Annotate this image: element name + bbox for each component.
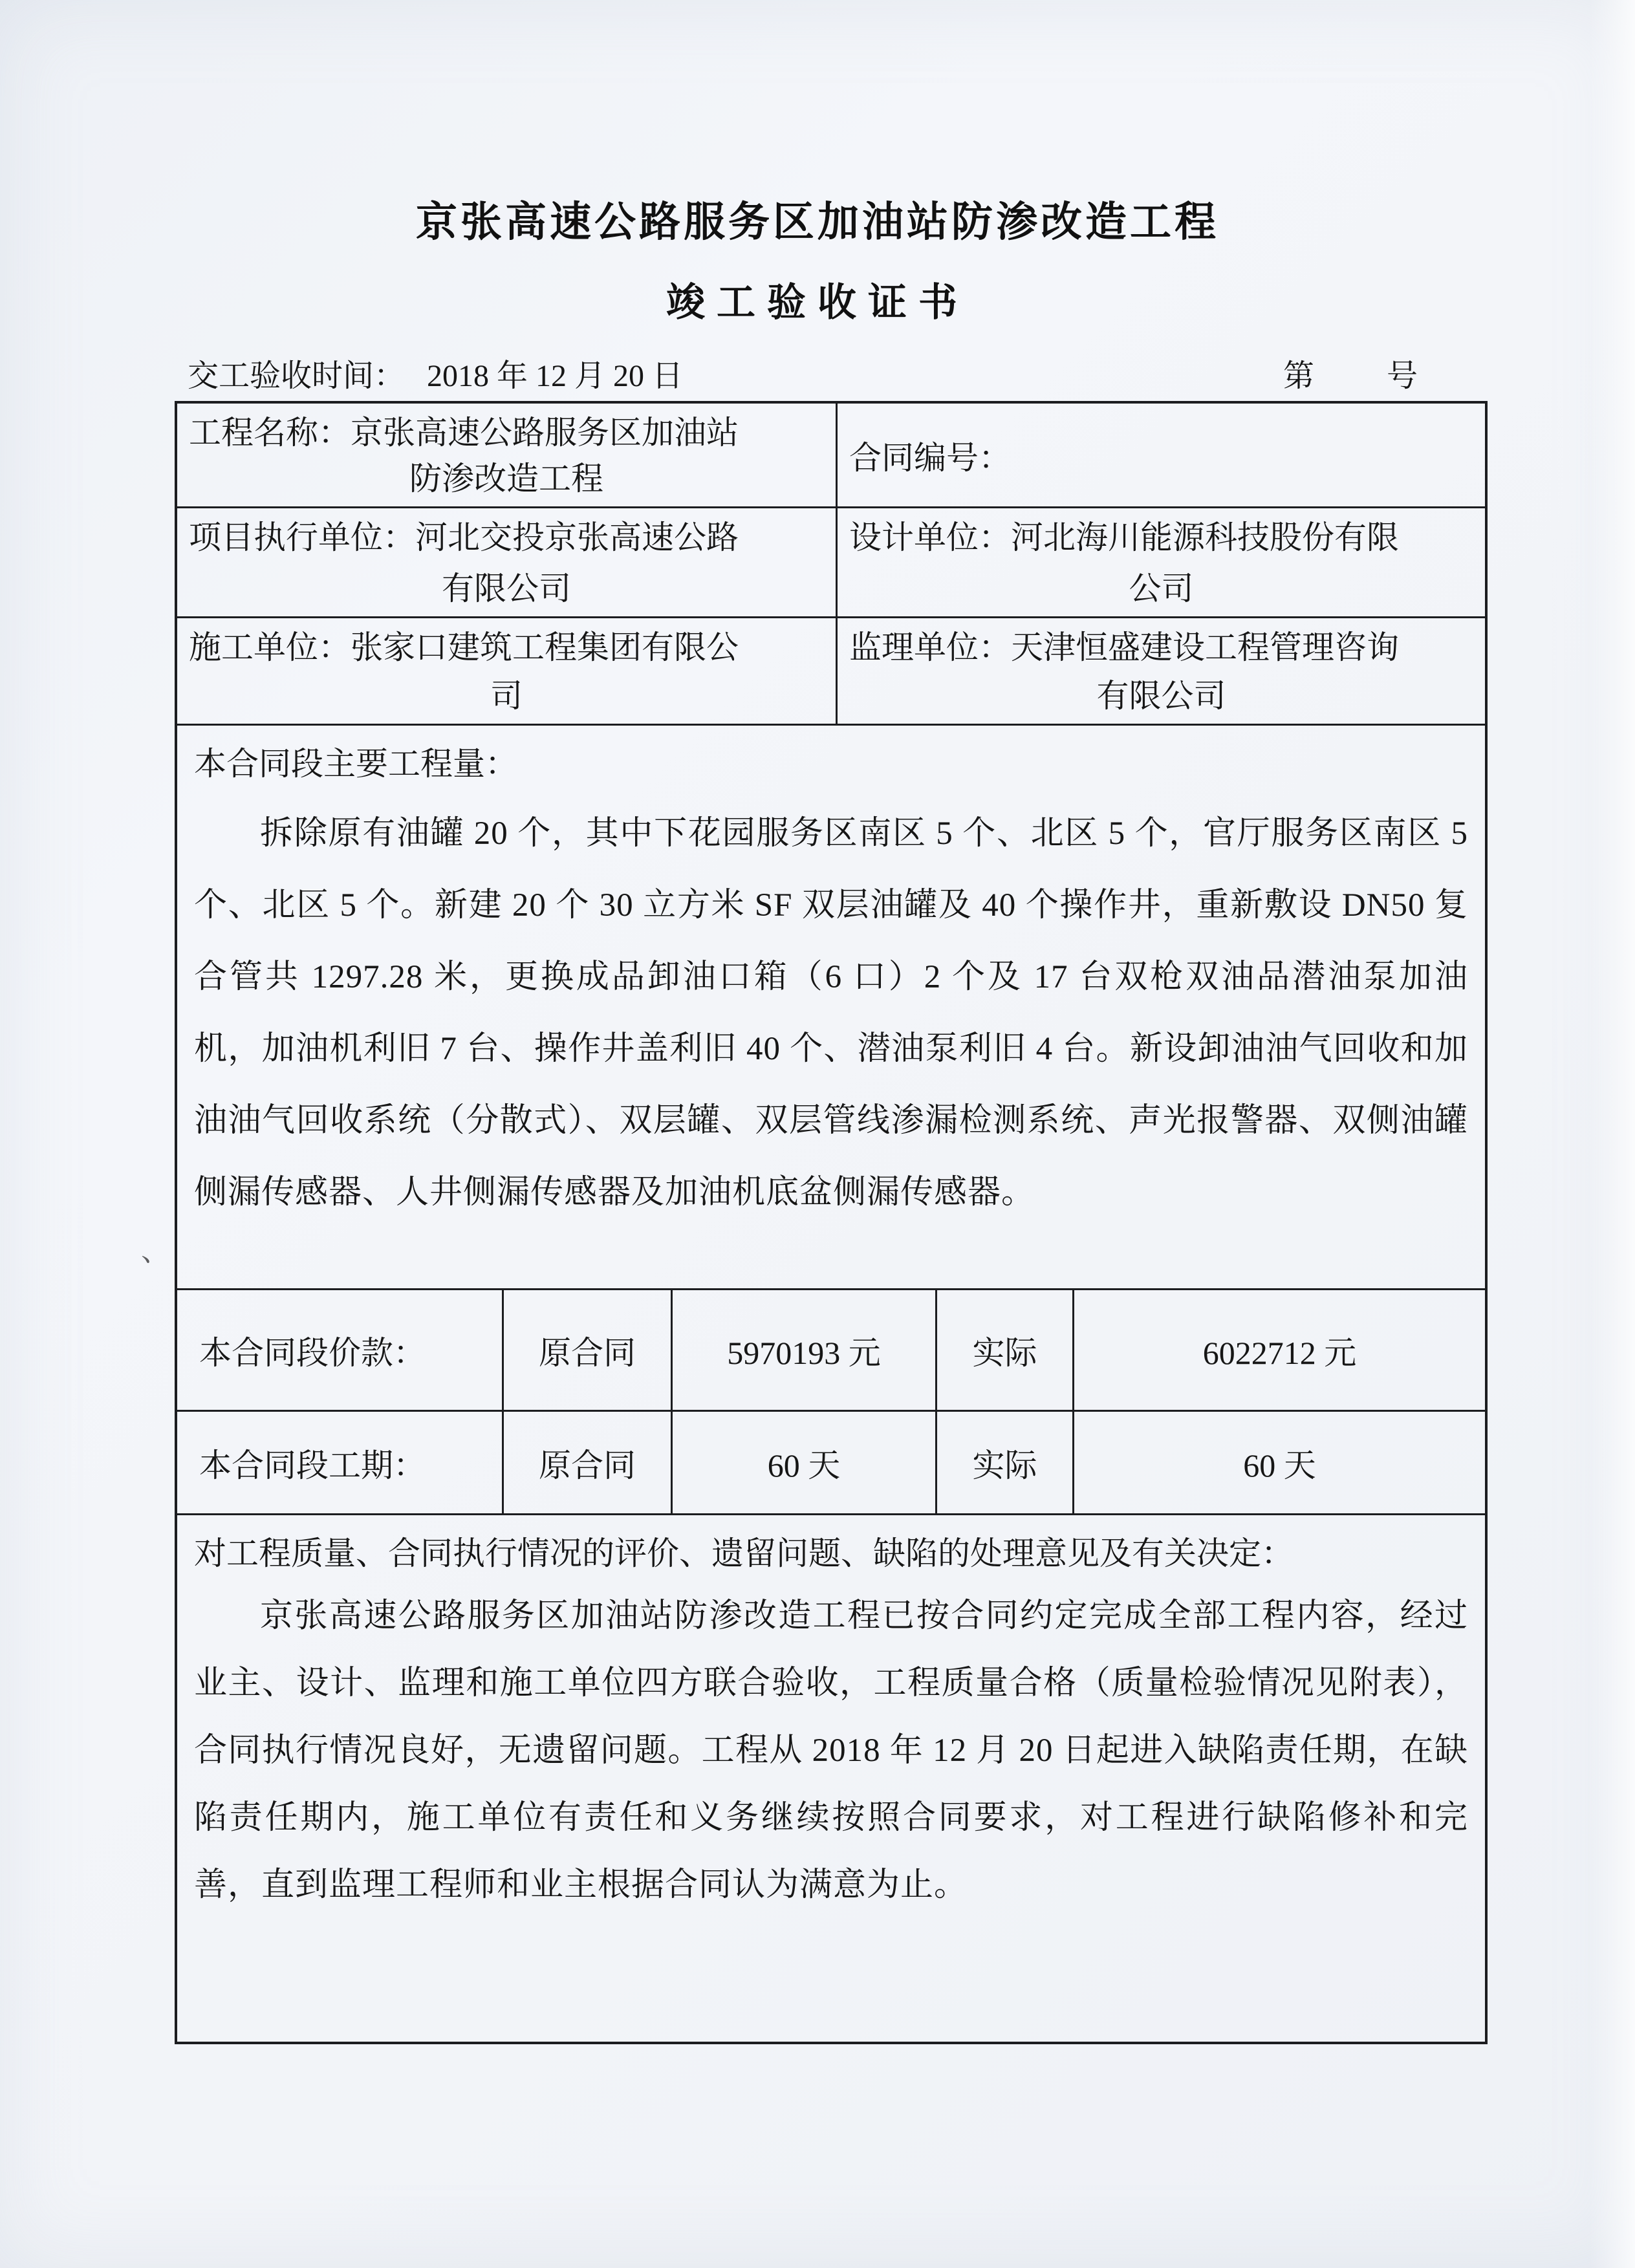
construction-unit-line1: 施工单位：张家口建筑工程集团有限公 [189,629,739,665]
duration-original-label-cell: 原合同 [502,1412,671,1513]
project-name-line1: 工程名称：京张高速公路服务区加油站 [189,415,739,451]
meta-row [175,358,1488,394]
price-original-value-cell: 5970193 元 [671,1290,935,1410]
duration-original-value-cell: 60 天 [671,1412,935,1513]
price-actual-value-cell: 6022712 元 [1072,1290,1485,1410]
construction-unit-cell [177,618,836,724]
design-unit-line2: 公司 [1129,570,1194,607]
design-unit-line1: 设计单位：河北海川能源科技股份有限 [849,519,1399,556]
duration-actual-label-cell: 实际 [935,1412,1072,1513]
duration-label-cell: 本合同段工期： [199,1447,426,1484]
price-actual-label-cell: 实际 [935,1290,1072,1410]
table-row-duration [177,1410,1485,1513]
construction-unit-line2: 司 [490,678,523,714]
duration-actual-value-cell: 60 天 [1072,1412,1485,1513]
acceptance-time-value: 2018 年 12 月 20 日 [427,359,684,393]
executing-unit-cell [177,508,836,616]
certificate-table [175,401,1488,2044]
evaluation-paragraph: 京张高速公路服务区加油站防渗改造工程已按合同约定完成全部工程内容，经过业主、设计、监理和施工单位四方联合验收，工程质量合格（质量检验情况见附表），合同执行情况良好，无遗留问题。工程从 2018 年 12 月 20 日起进入缺陷责任期，在缺陷责任期内，施工单位有责任和义务继续按照合同要求，对工程进行缺陷修补和完善，直到监理工程师和业主根据合同认为满意为止。 [194,1598,1468,1903]
executing-unit-line1: 项目执行单位：河北交投京张高速公路 [189,519,739,556]
design-unit-cell [836,508,1485,616]
supervision-unit-line2: 有限公司 [1096,678,1226,714]
acceptance-time-label: 交工验收时间： [188,359,406,393]
certificate-number-prefix: 第 [1283,359,1314,393]
table-row-project-name [177,404,1485,506]
table-row-units-1 [177,506,1485,616]
scan-edge-highlight [1590,0,1635,2268]
supervision-unit-cell [836,618,1485,724]
table-row-price [177,1288,1485,1410]
project-name-cell [177,404,836,506]
quantities-paragraph: 拆除原有油罐 20 个，其中下花园服务区南区 5 个、北区 5 个，官厅服务区南区 5 个、北区 5 个。新建 20 个 30 立方米 SF 双层油罐及 40 个操作井，重新敷设 DN50 复合管共 1297.28 米，更换成品卸油口箱（6 口）2 个及 17 台双枪双油品潜油泵加油机，加油机利旧 7 台、操作井盖利旧 40 个、潜油泵利旧 4 台。新设卸油油气回收和加油油气回收系统（分散式）、双层罐、双层管线渗漏检测系统、声光报警器、双侧油罐侧漏传感器、人井侧漏传感器及加油机底盆侧漏传感器。 [194,815,1468,1211]
table-row-evaluation [177,1513,1485,2042]
scan-artifact-mark: 、 [141,1235,169,1267]
table-row-quantities [177,724,1485,1288]
acceptance-time [188,358,683,394]
evaluation-header: 对工程质量、合同执行情况的评价、遗留问题、缺陷的处理意见及有关决定： [194,1535,1294,1571]
document-title: 京张高速公路服务区加油站防渗改造工程 [416,199,1219,245]
price-label-cell: 本合同段价款： [199,1334,426,1371]
certificate-number-suffix: 号 [1386,359,1418,393]
supervision-unit-line1: 监理单位：天津恒盛建设工程管理咨询 [849,629,1399,665]
document-subtitle: 竣工验收证书 [666,281,969,324]
evaluation-cell [177,1515,1485,2042]
price-original-label-cell: 原合同 [502,1290,671,1410]
table-row-units-2 [177,616,1485,724]
contract-number-cell [836,404,1485,506]
executing-unit-line2: 有限公司 [442,570,571,607]
quantities-header: 本合同段主要工程量： [194,746,517,782]
certificate-number [1283,358,1418,394]
contract-number-label: 合同编号： [849,439,1011,476]
project-name-line2: 防渗改造工程 [409,460,603,497]
quantities-cell [177,726,1485,1288]
